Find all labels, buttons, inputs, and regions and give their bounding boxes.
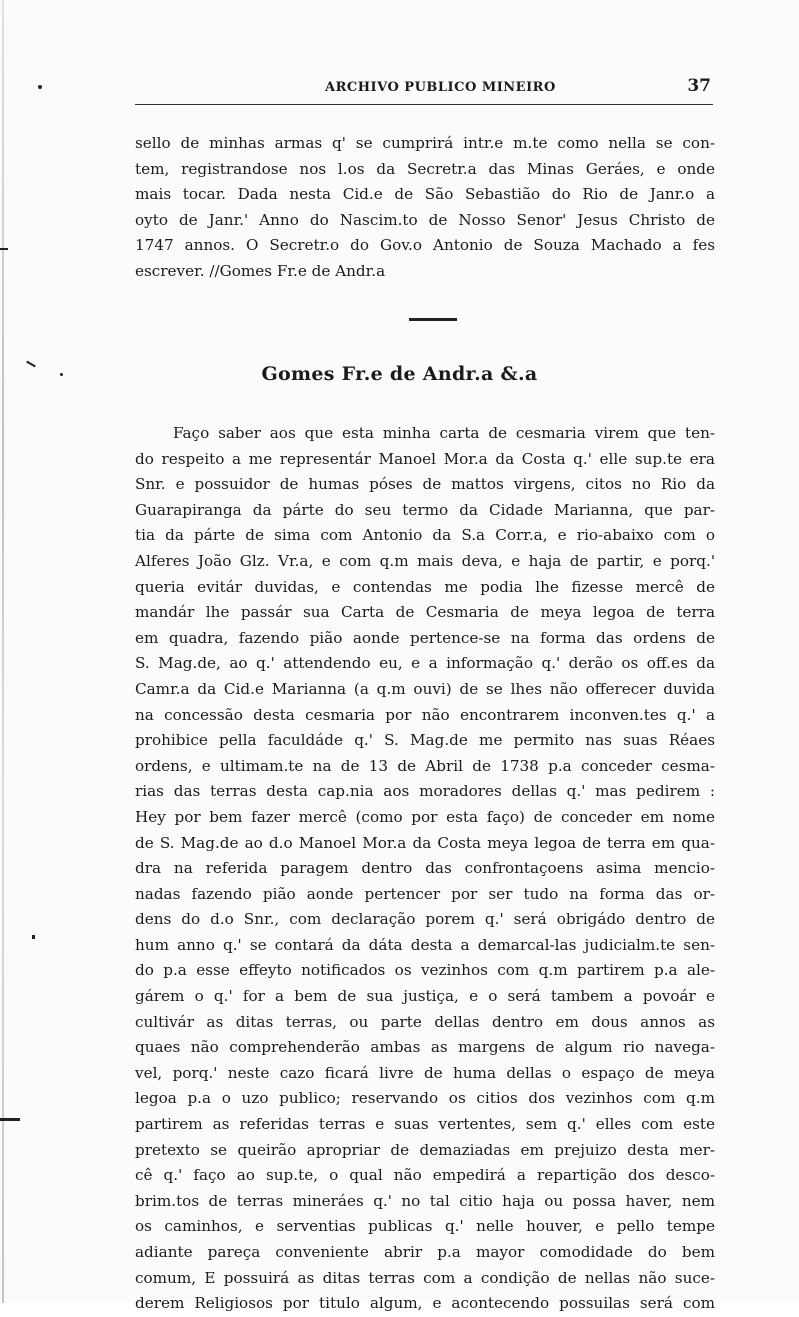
- text-line: dra na referida paragem dentro das confrontaçoens asima mencio-: [135, 859, 715, 878]
- text-line: mandár lhe passár sua Carta de Cesmaria de meya legoa de terra: [135, 603, 715, 622]
- text-line: ordens, e ultimam.te na de 13 de Abril de 1738 p.a conceder cesma-: [135, 756, 715, 775]
- paragraph-closing: [135, 131, 715, 285]
- margin-dot: [32, 935, 35, 939]
- text-line: Alferes João Glz. Vr.a, e com q.m mais deva, e haja de partir, e porq.': [135, 551, 715, 570]
- text-line: tia da párte de sima com Antonio da S.a Corr.a, e rio-abaixo com o: [135, 526, 715, 545]
- text-line: os caminhos, e serventias publicas q.' nelle houver, e pello tempe: [135, 1217, 715, 1236]
- margin-tick: [0, 1118, 20, 1121]
- text-line: adiante pareça conveniente abrir p.a mayor comodidade do bem: [135, 1243, 715, 1261]
- page-edge-shadow: [2, 0, 4, 1303]
- text-line: gárem o q.' for a bem de sua justiça, e o será tambem a povoár e: [135, 987, 715, 1006]
- text-line: mais tocar. Dada nesta Cid.e de São Sebastião do Rio de Janr.o a: [135, 185, 715, 204]
- text-line: partirem as referidas terras e suas vertentes, sem q.' elles com este: [135, 1115, 715, 1134]
- text-line: dens do d.o Snr., com declaração porem q.' será obrigádo dentro de: [135, 910, 715, 929]
- text-line: oyto de Janr.' Anno do Nascim.to de Nosso Senor' Jesus Christo de: [135, 210, 715, 229]
- running-title: ARCHIVO PUBLICO MINEIRO: [325, 80, 556, 95]
- text-line: nadas fazendo pião aonde pertencer por ser tudo na forma das or-: [135, 884, 715, 903]
- text-line: prohibice pella faculdáde q.' S. Mag.de me permito nas suas Réaes: [135, 731, 715, 750]
- text-line: sello de minhas armas q' se cumprirá intr.e m.te como nella se con-: [135, 134, 715, 152]
- text-line: de S. Mag.de ao d.o Manoel Mor.a da Costa meya legoa de terra em qua-: [135, 833, 715, 852]
- text-line: queria evitár duvidas, e contendas me podia lhe fizesse mercê de: [135, 577, 715, 596]
- text-line: Snr. e possuidor de humas póses de mattos virgens, citos no Rio da: [135, 475, 715, 494]
- text-line: cê q.' faço ao sup.te, o qual não empedirá a repartição dos desco-: [135, 1166, 715, 1185]
- text-line: 1747 annos. O Secretr.o do Gov.o Antonio de Souza Machado a fes: [135, 236, 715, 255]
- text-line: em quadra, fazendo pião aonde pertence-se na forma das ordens de: [135, 628, 715, 647]
- page-header: [135, 78, 715, 100]
- text-line: pretexto se queirão apropriar de demaziadas em prejuizo desta mer-: [135, 1140, 715, 1159]
- paragraph-body: [135, 421, 715, 1317]
- text-line: tem, registrandose nos l.os da Secretr.a das Minas Geráes, e onde: [135, 159, 715, 178]
- text-line: Guarapiranga da párte do seu termo da Cidade Marianna, que par-: [135, 500, 715, 519]
- text-line: rias das terras desta cap.nia aos moradores dellas q.' mas pedirem :: [135, 782, 715, 801]
- text-line: derem Religiosos por titulo algum, e acontecendo possuilas será com: [135, 1294, 715, 1313]
- text-line: Faço saber aos que esta minha carta de cesmaria virem que ten-: [173, 424, 715, 442]
- margin-dot: [38, 85, 42, 89]
- text-line: do respeito a me representár Manoel Mor.a da Costa q.' elle sup.te era: [135, 449, 715, 468]
- text-line: na concessão desta cesmaria por não encontrarem inconven.tes q.' a: [135, 705, 715, 724]
- text-line: S. Mag.de, ao q.' attendendo eu, e a informação q.' derão os off.es da: [135, 654, 715, 673]
- text-line: cultivár as ditas terras, ou parte dellas dentro em dous annos as: [135, 1012, 715, 1031]
- page-number: 37: [687, 76, 711, 96]
- text-line: legoa p.a o uzo publico; reservando os citios dos vezinhos com q.m: [135, 1089, 715, 1108]
- text-line: Camr.a da Cid.e Marianna (a q.m ouvi) de se lhes não offerecer duvida: [135, 679, 715, 698]
- margin-tick: [0, 248, 8, 250]
- text-line: comum, E possuirá as ditas terras com a condição de nellas não suce-: [135, 1268, 715, 1287]
- text-line: escrever. //Gomes Fr.e de Andr.a: [135, 261, 386, 280]
- text-line: brim.tos de terras mineráes q.' no tal citio haja ou possa haver, nem: [135, 1191, 715, 1210]
- section-separator: [409, 318, 457, 321]
- text-line: Hey por bem fazer mercê (como por esta faço) de conceder em nome: [135, 807, 715, 826]
- section-title: Gomes Fr.e de Andr.a &.a: [261, 363, 538, 385]
- text-line: hum anno q.' se contará da dáta desta a demarcal-las judicialm.te sen-: [135, 935, 715, 954]
- text-line: do p.a esse effeyto notificados os vezinhos com q.m partirem p.a ale-: [135, 961, 715, 980]
- text-line: quaes não comprehenderão ambas as margens de algum rio navega-: [135, 1038, 715, 1057]
- text-line: vel, porq.' neste cazo ficará livre de huma dellas o espaço de meya: [135, 1063, 715, 1082]
- header-rule: [135, 104, 713, 105]
